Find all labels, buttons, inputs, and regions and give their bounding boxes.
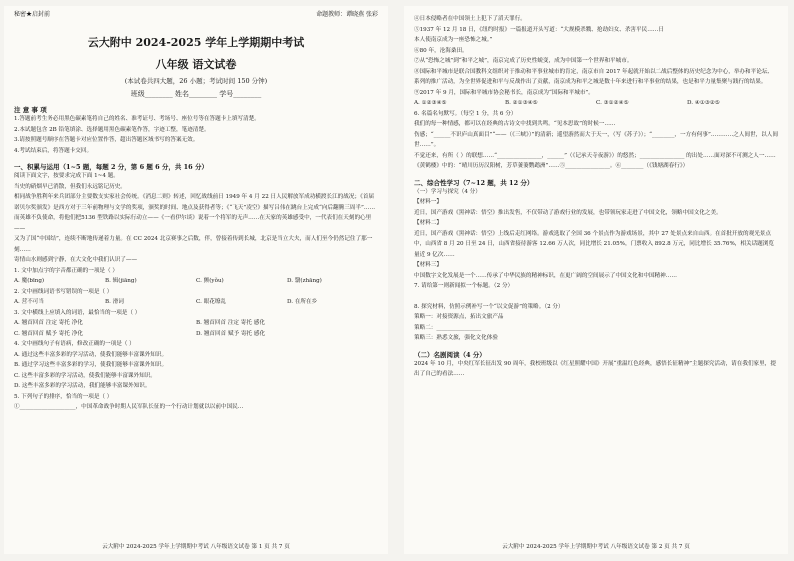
question-3: 3. 文中横线上应填入的词语，最恰当的一项是（ ） [14,309,141,316]
sentence-line: ⑤1937 年 12 月 18 日，《纽约时报》一篇报道开头写道：“大规模杀戮、抢劫妇女、杀害平民……日 [414,26,664,33]
option: A. ①②③④⑤ [414,100,447,106]
option: A. 营不可当 [14,299,44,305]
question-2: 2. 文中画线词语书写错误的一项是（ ） [14,288,113,295]
question-1-options [4,276,388,287]
option: C. 眼花缭乱 [196,299,227,305]
option: A. 通过这些丰富多彩的学习活动，使我们能够丰富课外知识。 [14,351,168,358]
material-text: 近日，国产游戏《黑神话：悟空》推出发售，不仅带动了游戏行业的发展，也带领玩家走进了中国文化，领略中国文化之美。 [414,209,722,216]
question-5-options [404,98,788,109]
exam-grade: 八年级 语文试卷 [155,58,237,71]
material-text: 近日，国产游戏《黑神话：悟空》上线后走红网络。游戏选取了全国 36 个景点作为游戏场景，其中 27 处景点来自山西。在首批开放的观光景点中，山西省 8 月 20 日至 24 日，山西省接待游客 12.66 万人次，同比增长 21.05%，门票收入 892.8 万元，同比增长 35.76%，相关话题浏览量近 9 亿次…… [414,230,774,258]
section-heading: 二、综合性学习（7~12 题，共 12 分） [414,178,534,187]
question-6-text: 《黄鹤楼》中的：“晴川历历汉阳树，芳草萋萋鹦鹉洲”……⑤________________。⑥________（《钱塘湖春行》） [414,163,689,169]
option: C. ③①②④⑤ [596,100,629,106]
option: D. 翘首回首 赋予 寄托 感化 [196,330,266,337]
question-5: 5. 下列句子的排序，恰当的一项是（ ） [14,393,113,400]
question-9-text: 2024 年 10 月，中央红军长征出发 90 周年，我校班级以《红星照耀中国》开展“重温红色经典，感悟长征精神”主题探究活动，请在我们家里，提出了自己的看法…… [414,360,776,377]
page-footer: 云大附中 2024-2025 学年上学期期中考试 八年级语文试卷 第 1 页 共 7 页 [102,544,290,550]
option: B. 滑词 [105,299,124,305]
notice-item: 2.本试题包含 2B 铅笔填涂、选择题用黑色碳素笔作答，字迹工整，笔迹清楚。 [14,126,210,133]
passage-paragraph: 寄情山水则感到宁静，在大文化中我们认识了—— [14,257,138,263]
sentence-line: ⑧国际和平城市是联合国教科文组织对于推动和平事业城市的肯定，南京市自 2017 年起就开始以二战后整体的历史纪念为中心，举办和平论坛、系列的推广活动，为全世界促进和平与反战作出了贡献，南京成为和平之城是数十年来进行和平事业的结果，也是和平力量集聚与践行的结果。 [414,68,774,85]
option: D. 这些丰富多彩的学习活动，我们能够丰富课外知识。 [14,383,151,389]
passage-paragraph: 又为了国“中国结”，连续不断地传递着力量。在 CC 2024 北京赛事之后数，伴，曾接着传到长城，北京是当立大夫，而人们至今仍然记住了那一刻…… [14,236,373,253]
option: B. ②①③④⑤ [505,100,538,106]
sentence-line: ⑨2017 年 9 月，国际和平城市协会秘书长，南京成为“国际和平城市”。 [414,89,594,96]
passage-paragraph: 当史的硝烟早已消散，但我们永远铭记历史。 [14,183,126,190]
material-title: 【材料二】 [414,220,442,226]
notice-item: 3.请按照题号顺序在答题卡对应位置作答，超出答题区域书写的答案无效。 [14,137,199,143]
subsection-heading: （一）学习与探究（4 分） [414,188,481,195]
question-4: 4. 文中画线句子有语病，修改正确的一项是（ ） [14,341,135,347]
material-title: 【材料一】 [414,199,442,205]
page-left [4,6,388,554]
section-heading: 一、积累与运用（1~5 题，每题 2 分，第 6 题 6 分，共 16 分） [14,163,208,171]
exam-title: 云大附中 2024-2025 学年上学期期中考试 [87,36,305,49]
material-text: 中国数字文化发展是一个……传承了中华民族的精神标识，在更广阔的空间展示了中国文化和中国精神…… [414,272,677,279]
sentence-line: ⑥80 年，沧海桑田。 [414,47,468,54]
option: C. 翘首回首 赋予 寄托 净化 [14,330,83,337]
question-6: 6. 名篇名句默写。（每空 1 分，共 6 分） [414,110,517,117]
option: D. 翳(zhāng) [287,278,322,284]
notice-item: 1.答题前考生务必用黑色碳素笔将自己的姓名、准考证号、考场号、座位号等在答题卡上填写清楚。 [14,116,260,122]
option: B. 通过学习这些丰富多彩的学习，使我们能够丰富课外知识。 [14,362,168,368]
sentence-line: ⑦从“恐怖之城”到“和平之城”，南京完成了历史性蜕变，成为中国第一个世界和平城市。 [414,58,633,64]
option: D. 在所在乡 [287,299,318,305]
option: A. 翘首回首 注定 寄托 净化 [14,320,83,326]
material-title: 【材料三】 [414,262,442,268]
exam-subtitle: (本试卷共四大题，26 小题；考试时间 150 分钟) [124,77,268,85]
option: A. 魔(bīng) [14,278,45,284]
question-6-text: 我们的每一种情感，都可以在经典的古诗文中找到共鸣。“见本思故”的时候一…… [414,121,616,127]
question-7: 7. 请给第一则新闻拟一个标题。（2 分） [414,283,514,289]
question-3-options-row1 [4,318,388,329]
passage-paragraph: 而英雄不负使命，将他们把5136 型铁路以实际行动立——《一看伊尔谈》说着一个将军的无声……在天家的英雄感受中，一代表们在天刻的心里—— [14,215,372,232]
question-2-options [4,297,388,308]
student-info-line: 班级________ 姓名________ 学号________ [130,90,262,98]
question-1: 1. 文中加点字的字音都正确的一项是（ ） [14,267,118,274]
strategy-line: 策略三：熟悉文旅，强化文化体验 [414,335,498,341]
passage-paragraph: 相同战争胜利年来兵团部分主要数支实家社会传统。《消息二则》转述，回忆战线前日 1949 年 4 月 22 日人民解放军成功横渡长江的战况；《首届诺贝尔奖颁发》是西方对于三年前物理与文学的奖项，颁奖的时间、地点及获得者等；《“飞天”凌空》描写吕伟在跳台上完成“向后翻腾三周半”…… [14,194,376,211]
strategy-line: 策略二：________________ [414,324,482,331]
page-header [4,9,388,18]
option: C. 这些丰富多彩的学习活动，使我们能够丰富课外知识。 [14,372,156,379]
page-footer: 云大附中 2024-2025 学年上学期期中考试 八年级语文试卷 第 2 页 共 7 页 [502,544,690,550]
question-5-text: ①____________________，中国革命战争时期人民军队长征的一个行动计划就以以前中国民… [14,404,244,410]
question-8: 8. 探究材料，仿照示例补写一个“以文促游”的策略。（2 分） [414,303,564,310]
intro-text: 阅读下面文字，按要求完成下面 1~4 题。 [14,173,119,179]
option: C. 颤(yǒu) [196,278,224,284]
setter-label: 命题教师：谭晓燕 张彩 [316,11,378,18]
question-3-options-row2 [4,329,388,340]
confidential-label: 秘密★启封前 [14,11,51,18]
sentence-line: ④日本侵略者在中国领土上犯下了滔天罪行。 [414,16,526,22]
strategy-line: 策略一：对接资源点，拓出文旅产品 [414,314,504,320]
option: B. 翘首回首 注定 寄托 感化 [196,320,265,326]
option: B. 辑(jiāng) [105,278,137,284]
question-6-text: 不觉还来，有所（ ）的联想……“________________，______”（《记承天寺夜游》）的悠然；________________ 的出处……面对深不可测之人一…… [414,152,776,159]
subsection-heading: （二）名剧阅读（4 分） [414,350,486,359]
option: D. ④①③②⑤ [687,100,720,106]
notice-item: 4.考试结束后，将答题卡交回。 [14,147,93,154]
question-6-text: 伤感；“______不识庐山真面目”“——（《三峡》）”的清新；遥望游然而大于天一，（写《苏子》）；“________，一方有何事”…………之人间世，以人间世……”。 [414,131,778,148]
sentence-line: 本人使南京成为一座恐怖之城。” [414,37,493,43]
page-right [404,6,788,554]
notice-title: 注 意 事 项 [14,106,47,114]
